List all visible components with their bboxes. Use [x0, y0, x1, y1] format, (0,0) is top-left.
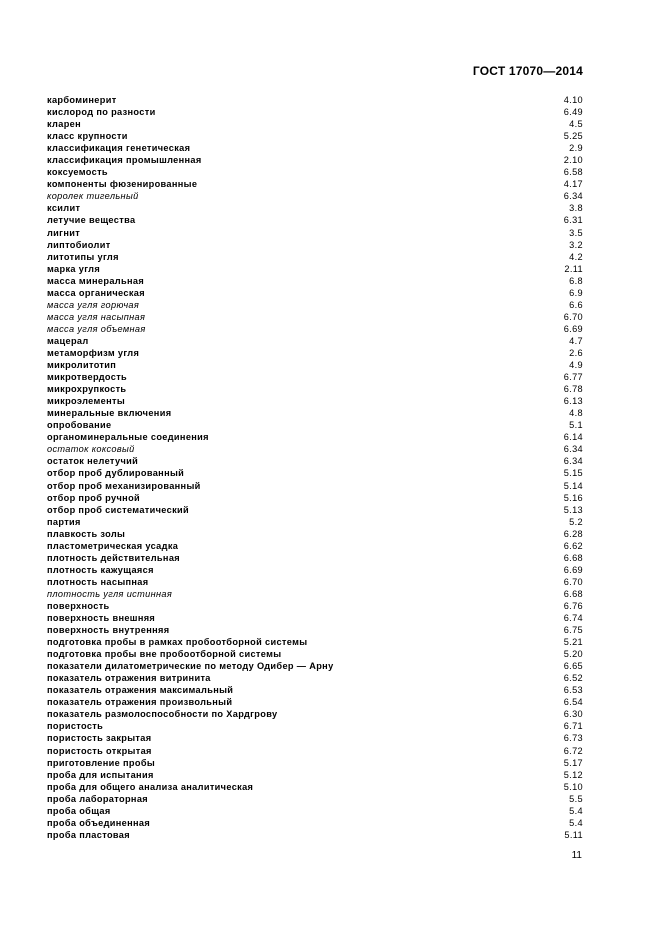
index-term: микроэлементы — [47, 396, 126, 407]
index-entry — [47, 612, 583, 624]
index-term: масса угля объемная — [47, 323, 146, 334]
index-reference: 6.76 — [563, 600, 583, 611]
index-reference: 6.14 — [563, 432, 583, 443]
index-entry — [47, 202, 583, 214]
index-term: показатель отражения максимальный — [47, 685, 234, 696]
index-entry — [47, 287, 583, 299]
index-entry — [47, 347, 583, 359]
index-entry — [47, 672, 583, 684]
index-reference: 6.68 — [563, 552, 583, 563]
index-entry — [47, 696, 583, 708]
index-term: масса минеральная — [47, 275, 145, 286]
index-entry — [47, 178, 583, 190]
index-term: микротвердость — [47, 372, 128, 383]
index-entry — [47, 684, 583, 696]
index-entry — [47, 588, 583, 600]
index-entry — [47, 708, 583, 720]
index-term: отбор проб систематический — [47, 504, 190, 515]
index-entry — [47, 118, 583, 130]
index-entry — [47, 540, 583, 552]
index-reference: 6.9 — [569, 287, 583, 298]
index-term: липтобиолит — [47, 239, 111, 250]
index-entry — [47, 805, 583, 817]
index-term: летучие вещества — [47, 215, 136, 226]
index-entry — [47, 757, 583, 769]
index-reference: 5.16 — [563, 492, 583, 503]
index-reference: 5.1 — [569, 420, 583, 431]
index-term: мацерал — [47, 335, 89, 346]
index-reference: 6.53 — [563, 685, 583, 696]
index-entry — [47, 516, 583, 528]
index-entry — [47, 467, 583, 479]
index-term: микрохрупкость — [47, 384, 127, 395]
index-term: коксуемость — [47, 167, 108, 178]
index-term: масса органическая — [47, 287, 145, 298]
index-entry — [47, 299, 583, 311]
index-term: поверхность — [47, 600, 110, 611]
index-entry — [47, 166, 583, 178]
index-entry — [47, 492, 583, 504]
index-term: отбор проб ручной — [47, 492, 141, 503]
index-reference: 5.4 — [569, 805, 583, 816]
index-reference: 6.69 — [563, 564, 583, 575]
index-reference: 3.8 — [569, 203, 583, 214]
index-entry — [47, 793, 583, 805]
index-reference: 5.5 — [569, 793, 583, 804]
index-reference: 6.34 — [563, 456, 583, 467]
index-reference: 6.78 — [563, 384, 583, 395]
index-term: подготовка пробы вне пробоотборной системы — [47, 649, 282, 660]
index-term: масса угля насыпная — [47, 311, 146, 322]
index-reference: 3.2 — [569, 239, 583, 250]
index-term: марка угля — [47, 263, 101, 274]
index-term: проба лабораторная — [47, 793, 148, 804]
index-entry — [47, 504, 583, 516]
index-reference: 6.13 — [563, 396, 583, 407]
index-entry — [47, 781, 583, 793]
index-term: отбор проб дублированный — [47, 468, 185, 479]
index-reference: 2.9 — [569, 143, 583, 154]
index-reference: 6.30 — [563, 709, 583, 720]
index-entry — [47, 275, 583, 287]
index-reference: 6.74 — [563, 613, 583, 624]
index-entry — [47, 106, 583, 118]
index-entry — [47, 142, 583, 154]
index-entry — [47, 214, 583, 226]
index-reference: 4.9 — [569, 360, 583, 371]
index-entry — [47, 576, 583, 588]
index-entry — [47, 817, 583, 829]
index-entry — [47, 251, 583, 263]
index-entry — [47, 94, 583, 106]
index-reference: 5.10 — [563, 781, 583, 792]
index-entry — [47, 660, 583, 672]
index-reference: 5.13 — [563, 504, 583, 515]
index-entry — [47, 431, 583, 443]
index-reference: 4.5 — [569, 119, 583, 130]
index-entry — [47, 564, 583, 576]
index-term: показатели дилатометрические по методу Одибер — Арну — [47, 661, 334, 672]
index-reference: 5.25 — [563, 131, 583, 142]
index-reference: 6.77 — [563, 372, 583, 383]
index-entry — [47, 624, 583, 636]
index-term: проба пластовая — [47, 829, 130, 840]
index-reference: 6.54 — [563, 697, 583, 708]
index-term: показатель отражения произвольный — [47, 697, 233, 708]
index-reference: 6.6 — [569, 299, 583, 310]
index-term: королек тигельный — [47, 191, 139, 202]
index-reference: 6.58 — [563, 167, 583, 178]
index-term: остаток коксовый — [47, 444, 135, 455]
index-entry — [47, 720, 583, 732]
index-reference: 6.49 — [563, 107, 583, 118]
index-term: плавкость золы — [47, 528, 126, 539]
index-entry — [47, 443, 583, 455]
index-reference: 4.8 — [569, 408, 583, 419]
index-entry — [47, 769, 583, 781]
index-term: метаморфизм угля — [47, 347, 140, 358]
index-entry — [47, 311, 583, 323]
index-reference: 6.72 — [563, 745, 583, 756]
index-term: плотность кажущаяся — [47, 564, 154, 575]
index-reference: 6.52 — [563, 673, 583, 684]
index-term: пластометрическая усадка — [47, 540, 179, 551]
index-reference: 4.10 — [563, 95, 583, 105]
index-reference: 5.15 — [563, 468, 583, 479]
index-entry — [47, 552, 583, 564]
index-entry — [47, 745, 583, 757]
index-entry — [47, 359, 583, 371]
index-term: лигнит — [47, 227, 81, 238]
index-term: органоминеральные соединения — [47, 432, 209, 443]
document-code: ГОСТ 17070—2014 — [472, 64, 583, 78]
index-entry — [47, 600, 583, 612]
index-term: поверхность внешняя — [47, 613, 156, 624]
index-term: показатель отражения витринита — [47, 673, 211, 684]
index-entry — [47, 190, 583, 202]
index-reference: 6.8 — [569, 275, 583, 286]
index-term: плотность действительная — [47, 552, 181, 563]
index-term: плотность насыпная — [47, 576, 149, 587]
index-entry — [47, 130, 583, 142]
index-entry — [47, 480, 583, 492]
index-reference: 6.70 — [563, 311, 583, 322]
index-term: проба для общего анализа аналитическая — [47, 781, 254, 792]
index-entry — [47, 636, 583, 648]
index-entry — [47, 323, 583, 335]
index-term: отбор проб механизированный — [47, 480, 201, 491]
index-entry — [47, 732, 583, 744]
index-entry — [47, 371, 583, 383]
index-entry — [47, 154, 583, 166]
index-reference: 2.6 — [569, 347, 583, 358]
index-reference: 6.73 — [563, 733, 583, 744]
index-term: пористость закрытая — [47, 733, 152, 744]
index-term: показатель размолоспособности по Хардгрову — [47, 709, 278, 720]
index-term: пористость — [47, 721, 104, 732]
index-reference: 4.2 — [569, 251, 583, 262]
index-term: подготовка пробы в рамках пробоотборной системы — [47, 637, 308, 648]
index-entry — [47, 335, 583, 347]
index-entry — [47, 263, 583, 275]
index-term: опробование — [47, 420, 112, 431]
index-entry — [47, 239, 583, 251]
index-term: ксилит — [47, 203, 81, 214]
index-entry — [47, 419, 583, 431]
index-reference: 5.17 — [563, 757, 583, 768]
index-term: кислород по разности — [47, 107, 156, 118]
index-entry — [47, 395, 583, 407]
index-reference: 6.31 — [563, 215, 583, 226]
index-entry — [47, 829, 583, 841]
index-term: микролитотип — [47, 360, 117, 371]
index-term: классификация генетическая — [47, 143, 191, 154]
index-reference: 6.71 — [563, 721, 583, 732]
index-reference: 6.28 — [563, 528, 583, 539]
index-reference: 6.69 — [563, 323, 583, 334]
index-entry — [47, 383, 583, 395]
index-term: литотипы угля — [47, 251, 119, 262]
index-reference: 6.34 — [563, 444, 583, 455]
index-reference: 6.62 — [563, 540, 583, 551]
index-reference: 5.4 — [569, 817, 583, 828]
index-term: компоненты фюзенированные — [47, 179, 198, 190]
index-reference: 5.14 — [563, 480, 583, 491]
page-number: 11 — [571, 850, 582, 861]
index-entry — [47, 227, 583, 239]
index-reference: 4.7 — [569, 335, 583, 346]
index-reference: 4.17 — [563, 179, 583, 190]
index-entry — [47, 407, 583, 419]
index-term: партия — [47, 516, 81, 527]
index-reference: 5.20 — [563, 649, 583, 660]
index-term: проба объединенная — [47, 817, 151, 828]
index-term: проба для испытания — [47, 769, 154, 780]
index-reference: 6.68 — [563, 588, 583, 599]
index-term: проба общая — [47, 805, 111, 816]
index-reference: 5.21 — [563, 637, 583, 648]
index-entry — [47, 648, 583, 660]
index-entry — [47, 455, 583, 467]
index-entry — [47, 528, 583, 540]
index-reference: 3.5 — [569, 227, 583, 238]
index-term: классификация промышленная — [47, 155, 202, 166]
index-reference: 6.70 — [563, 576, 583, 587]
index-reference: 6.34 — [563, 191, 583, 202]
index-term: остаток нелетучий — [47, 456, 139, 467]
index-reference: 6.65 — [563, 661, 583, 672]
index-reference: 5.11 — [564, 829, 583, 840]
index-reference: 6.75 — [563, 625, 583, 636]
index-term: карбоминерит — [47, 95, 117, 105]
index-term: приготовление пробы — [47, 757, 156, 768]
index-reference: 5.2 — [569, 516, 583, 527]
index-term: пористость открытая — [47, 745, 152, 756]
index-reference: 2.11 — [564, 263, 583, 274]
index-term: кларен — [47, 119, 82, 130]
index-reference: 5.12 — [563, 769, 583, 780]
term-index — [47, 94, 583, 841]
index-term: минеральные включения — [47, 408, 172, 419]
index-term: класс крупности — [47, 131, 128, 142]
index-term: масса угля горючая — [47, 299, 140, 310]
index-term: плотность угля истинная — [47, 588, 173, 599]
index-term: поверхность внутренняя — [47, 625, 170, 636]
index-reference: 2.10 — [563, 155, 583, 166]
